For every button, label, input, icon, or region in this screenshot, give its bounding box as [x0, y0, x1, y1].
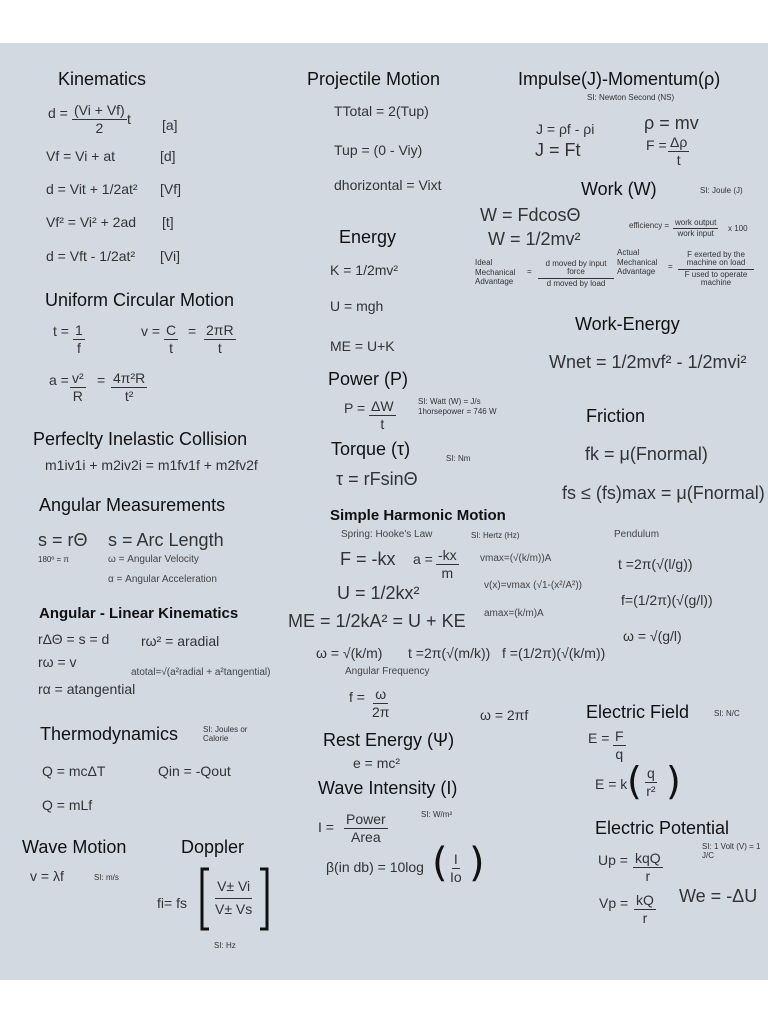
shm-eq-f2-denominator: 2π	[372, 703, 390, 720]
shm-eq-U: U = 1/2kx²	[337, 583, 420, 603]
shm-eq-f2-left: f =	[349, 689, 365, 705]
shm-eq-hooke: F = -kx	[340, 549, 396, 569]
wave-intensity-eq2-numerator: I	[453, 851, 458, 867]
shm-eq-a-left: a =	[413, 551, 433, 567]
energy-eq1: K = 1/2mv²	[330, 262, 399, 278]
heading-kinematics: Kinematics	[58, 69, 147, 89]
kinematics-eq5: d = Vft - 1/2at²	[46, 248, 136, 264]
heading-inelastic-collision: Perfeclty Inelastic Collision	[33, 429, 248, 449]
power-horsepower-note: 1horsepower = 746 W	[418, 407, 497, 416]
heading-electric-potential: Electric Potential	[595, 818, 730, 838]
torque-si-unit: SI: Nm	[446, 454, 471, 463]
heading-torque: Torque (τ)	[331, 439, 411, 459]
power-si-unit: SI: Watt (W) = J/s	[418, 397, 481, 406]
ucm-t-numerator: 1	[75, 322, 83, 338]
wave-intensity-left-paren: (	[432, 840, 448, 886]
kinematics-eq2-tag: [d]	[160, 148, 176, 164]
heading-impulse-momentum: Impulse(J)-Momentum(ρ)	[518, 69, 721, 89]
energy-eq2: U = mgh	[330, 298, 384, 314]
work-ama-label: Actual Mechanical Advantage	[617, 248, 658, 277]
ucm-t-left: t =	[53, 323, 69, 339]
inelastic-eq: m1iv1i + m2iv2i = m1fv1f + m2fv2f	[45, 457, 258, 473]
angular-acceleration-desc: α = Angular Acceleration	[108, 574, 217, 585]
shm-eq-omega: ω = √(k/m)	[316, 645, 383, 661]
work-eq1: W = FdcosΘ	[480, 205, 581, 225]
wave-intensity-eq1-numerator: Power	[346, 811, 386, 827]
electric-potential-si-unit: SI: 1 Volt (V) = 1 J/C	[702, 842, 761, 861]
shm-eq-vx: v(x)=vmax (√1-(x²/A²))	[484, 580, 582, 591]
heading-doppler: Doppler	[181, 837, 245, 857]
electric-field-eq1-left: E =	[588, 730, 610, 746]
ucm-t-denominator: f	[76, 339, 81, 356]
work-ama-numerator: F exerted by the machine on load	[678, 251, 754, 270]
impulse-eq4-left: F =	[646, 137, 667, 153]
wave-intensity-right-paren: )	[469, 840, 485, 886]
angular-linear-eq2: rω² = aradial	[141, 633, 220, 649]
heading-uniform-circular-motion: Uniform Circular Motion	[45, 290, 235, 310]
kinematics-eq4: Vf² = Vi² + 2ad	[46, 214, 137, 230]
work-ama-equals: =	[668, 262, 673, 271]
power-eq-left: P =	[344, 400, 366, 416]
wave-intensity-si-unit: SI: W/m²	[421, 810, 453, 819]
heading-simple-harmonic-motion: Simple Harmonic Motion	[330, 507, 506, 524]
work-ima-denominator: d moved by load	[546, 278, 606, 288]
electric-field-eq1-numerator: F	[615, 728, 624, 744]
shm-eq-pendulum-omega: ω = √(g/l)	[623, 628, 682, 644]
angular-eq1: s = rΘ	[38, 530, 88, 550]
work-ima-numerator: d moved by input force	[538, 260, 614, 279]
shm-eq-period: t =2π(√(m/k))	[408, 645, 491, 661]
work-ima-label: Ideal Mechanical Advantage	[475, 258, 516, 287]
electric-potential-eq1-denominator: r	[645, 867, 651, 884]
angular-velocity-desc: ω = Angular Velocity	[108, 554, 199, 565]
shm-eq-a-denominator: m	[441, 564, 454, 581]
doppler-denominator: V± Vs	[215, 900, 253, 917]
work-efficiency-right: x 100	[728, 224, 748, 233]
wave-intensity-eq2-left: β(in db) = 10log	[326, 859, 424, 875]
work-si-unit: SI: Joule (J)	[700, 186, 743, 195]
shm-eq-f2-numerator: ω	[375, 686, 387, 702]
ucm-a2-denominator: t²	[124, 387, 134, 404]
ucm-a-equals: =	[97, 372, 106, 388]
wave-motion-si-unit: SI: m/s	[94, 873, 119, 882]
impulse-eq1: J = ρf - ρi	[536, 121, 595, 137]
thermo-eq3: Q = mLf	[42, 797, 93, 813]
heading-rest-energy: Rest Energy (Ψ)	[323, 730, 455, 750]
ucm-v-equals: =	[188, 323, 197, 339]
ucm-a2-numerator: 4π²R	[113, 370, 146, 386]
ucm-v2-numerator: 2πR	[206, 322, 234, 338]
thermo-eq2: Qin = -Qout	[158, 763, 231, 779]
kinematics-eq1-tag: [a]	[162, 117, 178, 133]
doppler-si-unit: SI: Hz	[214, 941, 236, 950]
ucm-v-numerator: C	[166, 322, 177, 338]
electric-field-eq2-numerator: q	[647, 765, 655, 781]
angular-linear-eq1: rΔΘ = s = d	[38, 631, 110, 647]
heading-work-energy: Work-Energy	[575, 314, 680, 334]
angular-degree-note: 180º = π	[38, 555, 69, 564]
ucm-v-denominator: t	[169, 339, 173, 356]
shm-eq-amax: amax=(k/m)A	[484, 608, 544, 619]
heading-projectile-motion: Projectile Motion	[307, 69, 441, 89]
power-eq-denominator: t	[380, 415, 385, 432]
friction-eq2: fs ≤ (fs)max = μ(Fnormal)	[562, 483, 765, 503]
doppler-numerator: V± Vi	[215, 877, 252, 899]
shm-angular-frequency-label: Angular Frequency	[345, 666, 430, 677]
shm-eq-omega2: ω = 2πf	[480, 707, 529, 723]
heading-angular-linear-kinematics: Angular - Linear Kinematics	[39, 605, 239, 622]
kinematics-eq3-tag: [Vf]	[160, 181, 182, 197]
electric-field-eq2-left: E = k	[595, 776, 628, 792]
electric-potential-eq2-left: Vp =	[599, 895, 629, 911]
electric-field-si-unit: SI: N/C	[714, 709, 740, 718]
projectile-eq3: dhorizontal = Vixt	[334, 177, 442, 193]
heading-wave-intensity: Wave Intensity (I)	[318, 778, 458, 798]
electric-field-eq2-denominator: r²	[646, 782, 656, 799]
heading-energy: Energy	[339, 227, 397, 247]
ucm-v2-denominator: t	[217, 339, 222, 356]
heading-wave-motion: Wave Motion	[22, 837, 127, 857]
ucm-v-left: v =	[141, 323, 161, 339]
work-eq2: W = 1/2mv²	[488, 229, 581, 249]
angular-eq1-desc: s = Arc Length	[108, 530, 224, 550]
impulse-eq2: ρ = mv	[644, 113, 699, 133]
kinematics-eq5-tag: [Vi]	[160, 248, 180, 264]
wave-motion-eq: v = λf	[30, 868, 64, 884]
kinematics-eq1-left: d =	[48, 105, 68, 121]
angular-linear-eq4: atotal=√(a²radial + a²tangential)	[131, 667, 271, 678]
work-ama-denominator: F used to operate machine	[684, 269, 748, 288]
electric-potential-eq1-left: Up =	[598, 852, 628, 868]
energy-eq3: ME = U+K	[330, 338, 395, 354]
wave-intensity-eq1-left: I =	[318, 819, 334, 835]
shm-eq-pendulum-t: t =2π(√(l/g))	[618, 556, 693, 572]
heading-friction: Friction	[586, 406, 646, 426]
impulse-eq4-denominator: t	[676, 151, 681, 168]
doppler-fraction	[215, 877, 252, 919]
shm-eq-ME: ME = 1/2kA² = U + KE	[288, 611, 466, 631]
wave-intensity-eq1-denominator: Area	[351, 828, 381, 845]
kinematics-eq3: d = Vit + 1/2at²	[46, 181, 138, 197]
heading-angular-measurements: Angular Measurements	[39, 495, 226, 515]
rest-energy-eq: e = mc²	[353, 755, 401, 771]
ucm-a-denominator: R	[72, 387, 83, 404]
heading-electric-field: Electric Field	[586, 702, 690, 722]
electric-potential-eq2-numerator: kQ	[636, 892, 654, 908]
projectile-eq2: Tup = (0 - Viy)	[334, 142, 423, 158]
work-efficiency-left: efficiency =	[629, 221, 670, 230]
kinematics-eq1-t: t	[127, 111, 131, 127]
doppler-eq-left: fi= fs	[157, 895, 187, 911]
impulse-si-unit: SI: Newton Second (NS)	[587, 93, 675, 102]
wave-intensity-eq2-denominator: Io	[450, 868, 462, 885]
heading-thermodynamics: Thermodynamics	[40, 724, 179, 744]
ucm-a-left: a =	[49, 372, 69, 388]
power-eq-numerator: ΔW	[371, 398, 394, 414]
electric-potential-eq2-denominator: r	[642, 909, 648, 926]
work-energy-eq: Wnet = 1/2mvf² - 1/2mvi²	[549, 352, 747, 372]
electric-potential-eq1-numerator: kqQ	[635, 850, 661, 866]
thermo-eq1: Q = mcΔT	[42, 763, 106, 779]
kinematics-eq1-denominator: 2	[95, 119, 104, 136]
heading-work: Work (W)	[581, 179, 657, 199]
shm-si-unit: SI: Hertz (Hz)	[471, 531, 520, 540]
shm-pendulum-label: Pendulum	[614, 529, 660, 540]
work-ima-equals: =	[527, 267, 532, 276]
electric-field-left-paren: (	[627, 759, 642, 803]
shm-spring-label: Spring: Hooke's Law	[341, 529, 433, 540]
work-efficiency-numerator: work output	[673, 219, 718, 229]
torque-eq: τ = rFsinΘ	[336, 469, 418, 489]
electric-field-eq1-denominator: q	[615, 745, 624, 762]
kinematics-eq4-tag: [t]	[162, 214, 174, 230]
friction-eq1: fk = μ(Fnormal)	[585, 444, 708, 464]
work-efficiency-denominator: work input	[677, 229, 714, 239]
ucm-a-numerator: v²	[72, 370, 84, 386]
kinematics-eq1-numerator: (Vi + Vf)	[74, 102, 125, 118]
kinematics-eq2: Vf = Vi + at	[46, 148, 116, 164]
impulse-eq4-numerator: Δρ	[670, 134, 688, 150]
shm-eq-frequency: f =(1/2π)(√(k/m))	[502, 645, 606, 661]
impulse-eq3: J = Ft	[535, 140, 581, 160]
shm-eq-a-numerator: -kx	[438, 547, 457, 563]
electric-potential-eq3: We = -ΔU	[679, 886, 758, 906]
heading-power: Power (P)	[328, 369, 409, 389]
thermo-si-unit: SI: Joules or Calorie	[203, 725, 248, 744]
electric-field-right-paren: )	[666, 759, 681, 803]
shm-eq-vmax: vmax=(√(k/m))A	[480, 553, 552, 564]
shm-eq-pendulum-f: f=(1/2π)(√(g/l))	[621, 592, 713, 608]
angular-linear-eq5: rα = atangential	[38, 681, 136, 697]
projectile-eq1: TTotal = 2(Tup)	[334, 103, 429, 119]
angular-linear-eq3: rω = v	[38, 654, 77, 670]
